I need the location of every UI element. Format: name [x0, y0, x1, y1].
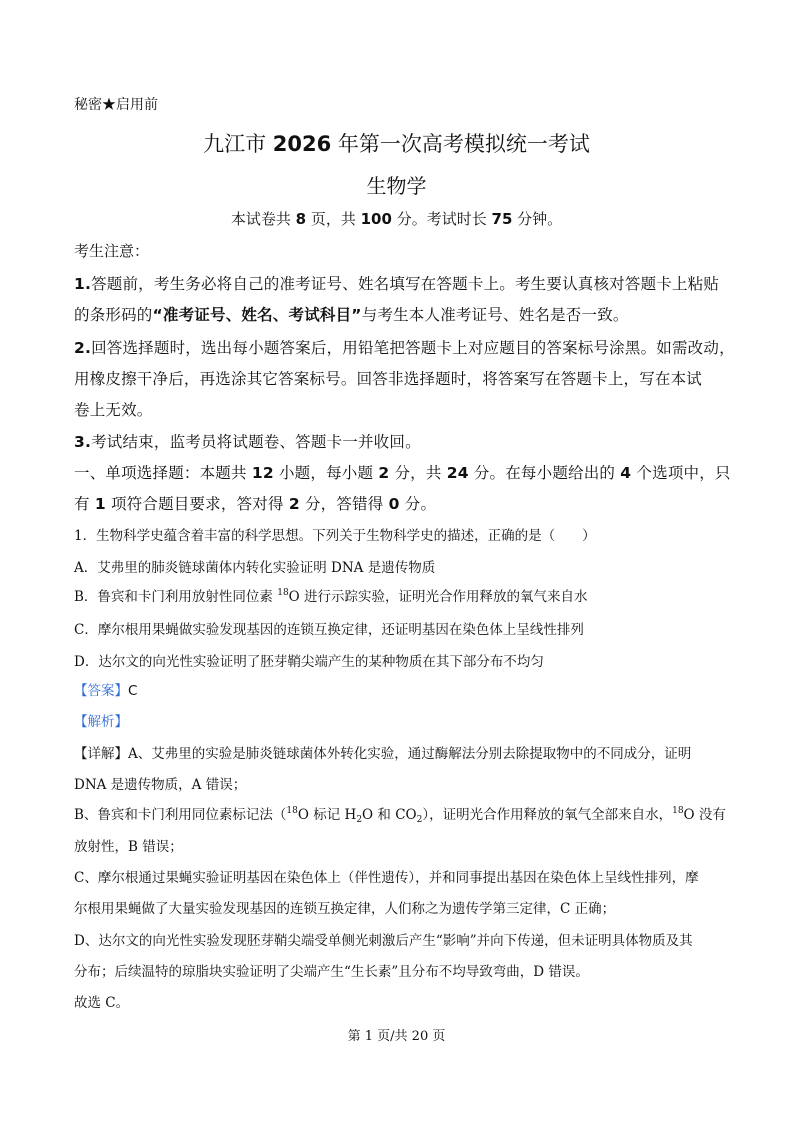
note-1-line-1: 1.答题前，考生务必将自己的准考证号、姓名填写在答题卡上。考生要认真核对答题卡上粘贴: [74, 275, 720, 293]
note-2-line-3: 卷上无效。: [74, 401, 153, 419]
exam-info: 本试卷共 8 页，共 100 分。考试时长 75 分钟。: [230, 210, 563, 228]
question-1-option-c: C．摩尔根用果蝇做实验发现基因的连锁互换定律，还证明基因在染色体上呈线性排列: [74, 622, 584, 638]
section-heading-line-1: 一、单项选择题：本题共 12 小题，每小题 2 分，共 24 分。在每小题给出的 4 个选项中，只: [74, 464, 731, 482]
explanation-line-4: 放射性，B 错误；: [74, 839, 183, 855]
explanation-line-3: B、鲁宾和卡门利用同位素标记法（$^{18}$O 标记 $H_2O$ 和 $CO_2$），证明光合作用释放的氧气全部来自水，$^{18}$O 没有: [74, 806, 726, 825]
answer-label: 【答案】: [74, 683, 128, 699]
explanation-line-1: 【详解】A、艾弗里的实验是肺炎链球菌体外转化实验，通过酶解法分别去除提取物中的不同成分，证明: [74, 746, 692, 762]
explanation-line-8: 分布；后续温特的琼脂块实验证明了尖端产生“生长素”且分布不均导致弯曲，D 错误。: [74, 964, 589, 980]
answer-value: C: [128, 683, 138, 699]
answer-line: [74, 679, 137, 699]
note-3-line-1: 3.考试结束，监考员将试题卷、答题卡一并收回。: [74, 433, 421, 451]
note-2-line-1: 2.回答选择题时，选出每小题答案后，用铅笔把答题卡上对应题目的答案标号涂黑。如需改动，: [74, 339, 735, 357]
explanation-line-2: DNA 是遗传物质，A 错误；: [74, 777, 247, 793]
question-1-stem: 1．生物科学史蕴含着丰富的科学思想。下列关于生物科学史的描述，正确的是（ ）: [74, 528, 596, 544]
subject-title: 生物学: [366, 174, 427, 198]
confidential-mark: 秘密★启用前: [74, 97, 158, 113]
exam-year: 2026: [272, 132, 332, 156]
question-1-option-b: B．鲁宾和卡门利用放射性同位素 $^{18}$O 进行示踪实验，证明光合作用释放的氧气来自水: [74, 588, 588, 605]
note-1-line-2: 的条形码的“准考证号、姓名、考试科目”与考生本人准考证号、姓名是否一致。: [74, 306, 629, 324]
exam-title: 九江市 2026 年第一次高考模拟统一考试: [203, 132, 590, 156]
note-2-line-2: 用橡皮擦干净后，再选涂其它答案标号。回答非选择题时，将答案写在答题卡上，写在本试: [74, 370, 703, 388]
explanation-line-7: D、达尔文的向光性实验发现胚芽鞘尖端受单侧光刺激后产生“影响”并向下传递，但未证明具体物质及其: [74, 933, 693, 949]
notes-heading: 考生注意：: [74, 242, 150, 260]
section-heading-line-2: 有 1 项符合题目要求，答对得 2 分，答错得 0 分。: [74, 495, 437, 513]
explanation-conclusion: 故选 C。: [74, 995, 130, 1011]
explanation-line-6: 尔根用果蝇做了大量实验发现基因的连锁互换定律，人们称之为遗传学第三定律，C 正确；: [74, 901, 616, 917]
explanation-line-5: C、摩尔根通过果蝇实验证明基因在染色体上（伴性遗传），并和同事提出基因在染色体上呈线性排列，摩: [74, 870, 699, 886]
analysis-label: 【解析】: [74, 714, 128, 730]
question-1-option-d: D．达尔文的向光性实验证明了胚芽鞘尖端产生的某种物质在其下部分布不均匀: [74, 654, 544, 670]
page-footer: 第 1 页/共 20 页: [347, 1029, 446, 1044]
question-1-option-a: A．艾弗里的肺炎链球菌体内转化实验证明 DNA 是遗传物质: [74, 560, 436, 576]
